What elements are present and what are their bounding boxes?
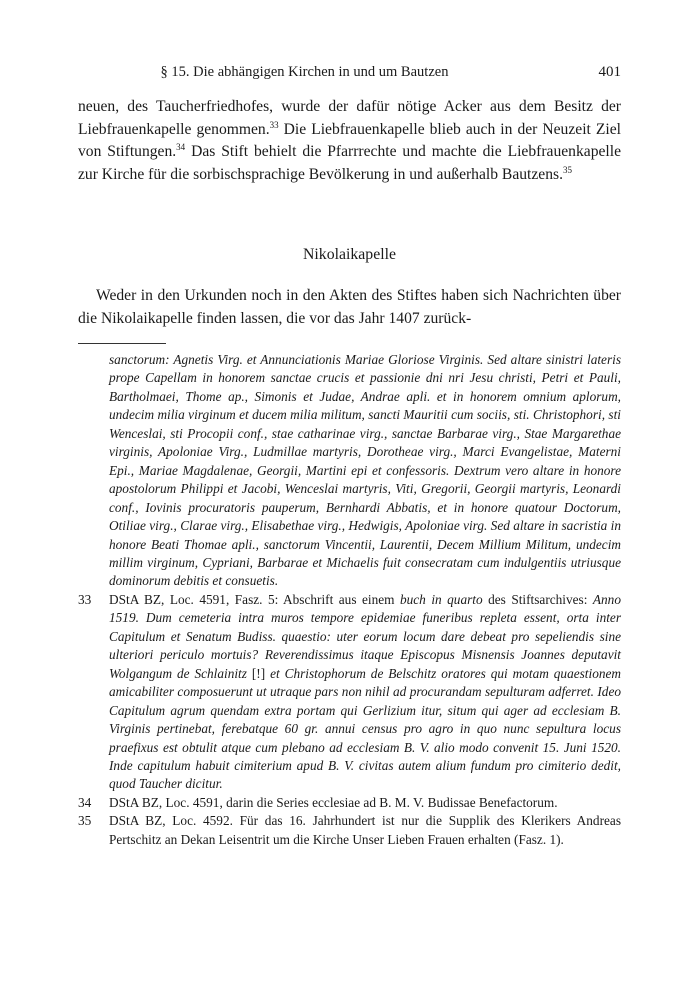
footnote-35-text: DStA BZ, Loc. 4592. Für das 16. Jahrhundert ist nur die Supplik des Klerikers Andreas Pertschitz an Dekan Leisentrit um die Kirche Unser Lieben Frauen erhalten (Fasz. 1). <box>109 813 621 847</box>
footnote-34 <box>78 794 621 812</box>
footnote-number: 33 <box>78 591 92 607</box>
footnote-continuation: sanctorum: Agnetis Virg. et Annunciationis Mariae Gloriose Virginis. Sed altare sinistri lateris prope Capellam in honorem sanctae crucis et passionie dni nri Jesu christi, Petri et Pauli, Bartholmaei, Thome ap., Simonis et Judae, Andrae apli. et in honorem omnium aplorum, undecim milia virginum et ducem milia militum, sancti Mauritii cum sociis, sti. Christophori, sti Wenceslai, sti Procopii conf., stae catharinae virg., sanctae Barbarae virg., Stae Margarethae virginis, Apoloniae Virg., Ludmillae martyris, Dorotheae virg., Marci Evangelistae, Materni Epi., Mariae Magdalenae, Georgii, Martini epi et confessoris. Dextrum vero altare in honore apostolorum Philippi et Jacobi, Wenceslai martyris, Viti, Gregorii, Georgii martyris, Leonardi conf., Iovinis procuratoris pauperum, Bernhardi Abbatis, et in honore quatour Doctorum, Otiliae virg., Clarae virg., Elisabethae virg., Hedwigis, Apoloniae virg. Sed altare in sacristia in honore Beati Thomae apli., sanctorum Vincentii, Laurentii, Decem Millium Militum, undecim millim virginum, Cypriani, Barbarae et Michaelis fuit consecratam cum indulgentiis utriusque dominorum debitis et consuetis. <box>109 352 621 589</box>
running-head <box>78 62 621 82</box>
footnote-33-text-e: [!] <box>251 665 266 681</box>
footnote-separator <box>78 343 166 344</box>
paragraph-2-text: Weder in den Urkunden noch in den Akten des Stiftes haben sich Nachrichten über die Nikolaikapelle finden lassen, die vor das Jahr 1407 zurück- <box>78 287 621 327</box>
running-head-title: § 15. Die abhängigen Kirchen in und um Bautzen <box>160 64 449 80</box>
footnotes <box>78 351 621 849</box>
footnote-33 <box>78 591 621 794</box>
footnote-33-text-b: buch in quarto <box>399 591 483 607</box>
footnote-ref-34: 34 <box>176 141 186 152</box>
footnote-number: 35 <box>78 813 92 829</box>
footnote-33-text-f: et Christophorum de Belschitz oratores qui motam quaestionem amicabiliter composuerunt ut utraque pars non nihil ad procurandam sepulturam adferret. Ideo Capitulum agrum quendam extra portam qui Gerlizium itur, situm qui ager ad ecclesiam B. Virginis pertinebat, ferebatque 60 gr. annui census pro agro in quo nunc sepultura locus praefixus est obtulit atque cum plebano ad ecclesiam B. V. alio modo convenit 15. Juni 1520. Inde capitulum habuit cimiterium apud B. V. civitas autem alium fundum pro cimiterio dedit, quod Taucher dicitur. <box>109 665 621 792</box>
footnote-number: 34 <box>78 794 92 810</box>
footnote-33-text-a: DStA BZ, Loc. 4591, Fasz. 5: Abschrift aus einem <box>109 591 400 607</box>
footnote-ref-33: 33 <box>269 119 279 130</box>
section-heading: Nikolaikapelle <box>303 246 396 263</box>
footnote-33-text-d: Anno 1519. Dum cemeteria intra muros tempore epidemiae funeribus repleta essent, orta inter Capitulum et Senatum Budiss. quaestio: uter eorum locum dare debeat pro sepeliendis sine ulteriori periculo mortuis? Reverendissimus itaque Episcopus Misnensis Joannes deputavit Wolgangum de Schlainitz <box>109 591 621 681</box>
body-paragraph-1 <box>78 96 621 186</box>
paragraph-1-text-b: Die Liebfrauenkapelle blieb auch in der Neuzeit Ziel von Stiftungen. <box>78 120 621 160</box>
paragraph-1-text-c: Das Stift behielt die Pfarrrechte und machte die Liebfrauenkapelle zur Kirche für die sorbischsprachige Bevölkerung in und außerhalb Bautzens. <box>78 143 621 183</box>
footnote-35 <box>78 812 621 849</box>
footnote-ref-35: 35 <box>562 164 572 175</box>
footnote-33-text-c: des Stiftsarchives: <box>482 591 593 607</box>
body-paragraph-2 <box>78 285 621 330</box>
footnote-34-text: DStA BZ, Loc. 4591, darin die Series ecclesiae ad B. M. V. Budissae Benefactorum. <box>109 794 558 810</box>
paragraph-1-text-a: neuen, des Taucherfriedhofes, wurde der dafür nötige Acker aus dem Besitz der Liebfrauenkapelle genommen. <box>78 98 621 138</box>
page-number: 401 <box>598 64 621 80</box>
